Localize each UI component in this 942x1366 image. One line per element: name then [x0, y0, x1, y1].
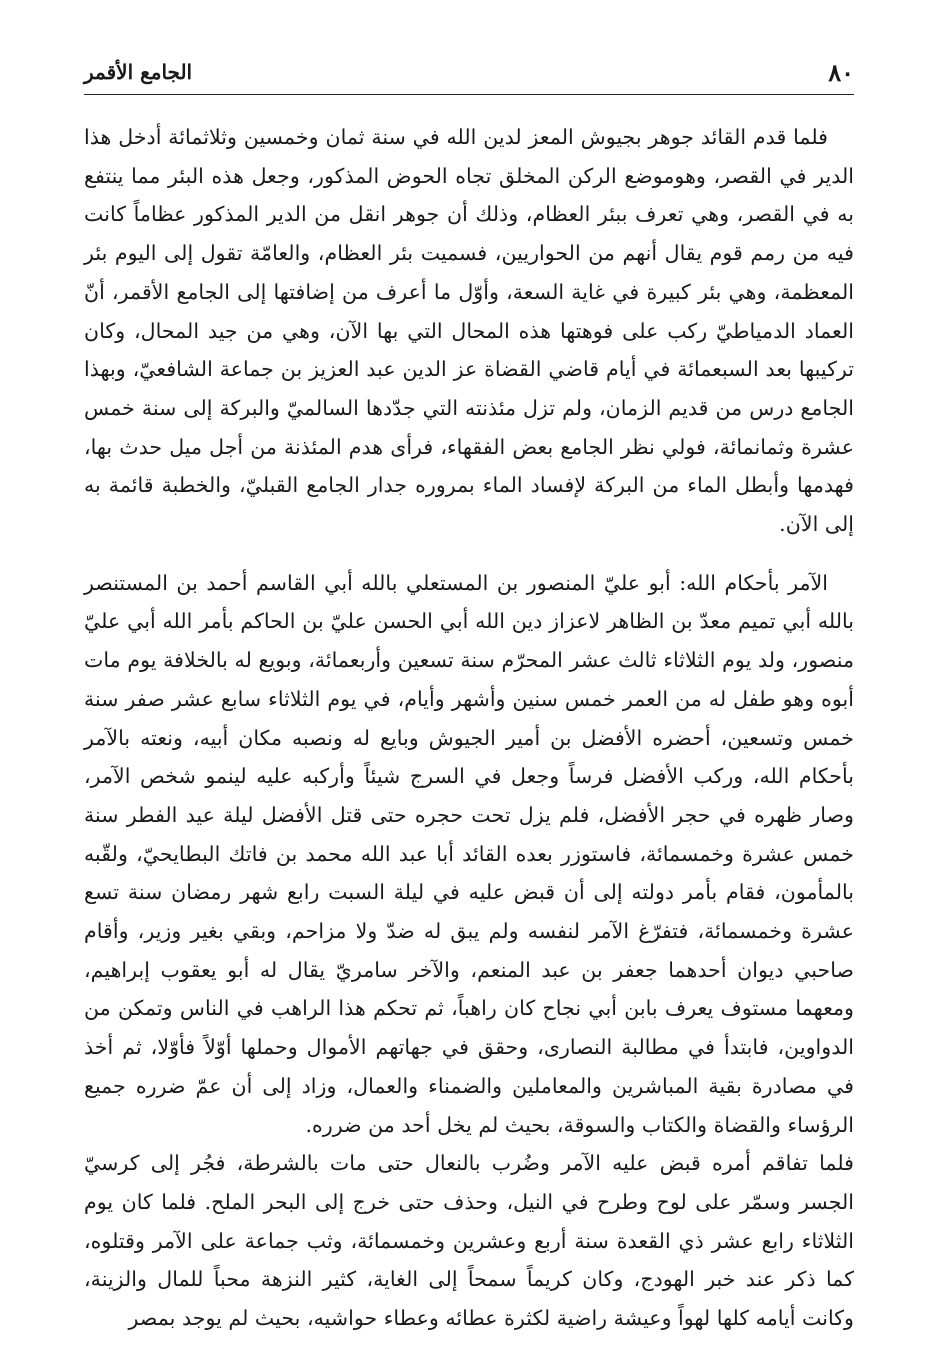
- paragraph: الآمر بأحكام الله: أبو عليّ المنصور بن المستعلي بالله أبي القاسم أحمد بن المستنصر بالله أبي تميم معدّ بن الظاهر لاعزاز دين الله أبي الحسن عليّ بن الحاكم بأمر الله أبي عليّ منصور، ولد يوم الثلاثاء ثالث عشر المحرّم سنة تسعين وأربعمائة، وبويع له بالخلافة يوم مات أبوه وهو طفل له من العمر خمس سنين وأشهر وأيام، في يوم الثلاثاء سابع عشر صفر سنة خمس وتسعين، أحضره الأفضل بن أمير الجيوش وبايع له ونصبه مكان أبيه، ونعته بالآمر بأحكام الله، وركب الأفضل فرساً وجعل في السرج شيئاً وأركبه عليه لينمو شخص الآمر، وصار ظهره في حجر الأفضل، فلم يزل تحت حجره حتى قتل الأفضل ليلة عيد الفطر سنة خمس عشرة وخمسمائة، فاستوزر بعده القائد أبا عبد الله محمد بن فاتك البطايحيّ، ولقّبه بالمأمون، فقام بأمر دولته إلى أن قبض عليه في ليلة السبت رابع شهر رمضان سنة تسع عشرة وخمسمائة، فتفرّغ الآمر لنفسه ولم يبق له ضدّ ولا مزاحم، وبقي بغير وزير، وأقام صاحبي ديوان أحدهما جعفر بن عبد المنعم، والآخر سامريّ يقال له أبو يعقوب إبراهيم، ومعهما مستوف يعرف بابن أبي نجاح كان راهباً، ثم تحكم هذا الراهب في الناس وتمكن من الدواوين، فابتدأ في مطالبة النصارى، وحقق في جهاتهم الأموال وحملها أوّلاً فأوّلا، ثم أخذ في مصادرة بقية المباشرين والمعاملين والضمناء والعمال، وزاد إلى أن عمّ ضرره جميع الرؤساء والقضاة والكتاب والسوقة، بحيث لم يخل أحد من ضرره.: [84, 570, 854, 1137]
- running-title: الجامع الأقمر: [84, 60, 193, 84]
- page-header: [84, 58, 854, 95]
- page-number: ٨٠: [828, 58, 854, 87]
- paragraph: فلما تفاقم أمره قبض عليه الآمر وضُرب بالنعال حتى مات بالشرطة، فجُر إلى كرسيّ الجسر وسمّر على لوح وطرح في النيل، وحذف حتى خرج إلى البحر الملح. فلما كان يوم الثلاثاء رابع عشر ذي القعدة سنة أربع وعشرين وخمسمائة، وثب جماعة على الآمر وقتلوه، كما ذكر عند خبر الهودج، وكان كريماً سمحاً إلى الغاية، كثير النزهة محباً للمال والزينة، وكانت أيامه كلها لهواً وعيشة راضية لكثرة عطائه وعطاء حواشيه، بحيث لم يوجد بمصر: [84, 1151, 854, 1331]
- paragraph: فلما قدم القائد جوهر بجيوش المعز لدين الله في سنة ثمان وخمسين وثلاثمائة أدخل هذا الدير في القصر، وهوموضع الركن المخلق تجاه الحوض المذكور، وجعل هذه البئر مما ينتفع به في القصر، وهي تعرف ببئر العظام، وذلك أن جوهر انقل من الدير المذكور عظاماً كانت فيه من رمم قوم يقال أنهم من الحواريين، فسميت بئر العظام، والعامّة تقول إلى اليوم بئر المعظمة، وهي بئر كبيرة في غاية السعة، وأوّل ما أعرف من إضافتها إلى الجامع الأقمر، أنّ العماد الدمياطيّ ركب على فوهتها هذه المحال التي بها الآن، وهي من جيد المحال، وكان تركيبها بعد السبعمائة في أيام قاضي القضاة عز الدين عبد العزيز بن جماعة الشافعيّ، وبهذا الجامع درس من قديم الزمان، ولم تزل مئذنته التي جدّدها السالميّ والبركة إلى سنة خمس عشرة وثمانمائة، فولي نظر الجامع بعض الفقهاء، فرأى هدم المئذنة من أجل ميل حدث بها، فهدمها وأبطل الماء من البركة لإفساد الماء بمروره جدار الجامع القبليّ، والخطبة قائمة به إلى الآن.: [84, 125, 854, 537]
- body-text: [84, 118, 854, 1338]
